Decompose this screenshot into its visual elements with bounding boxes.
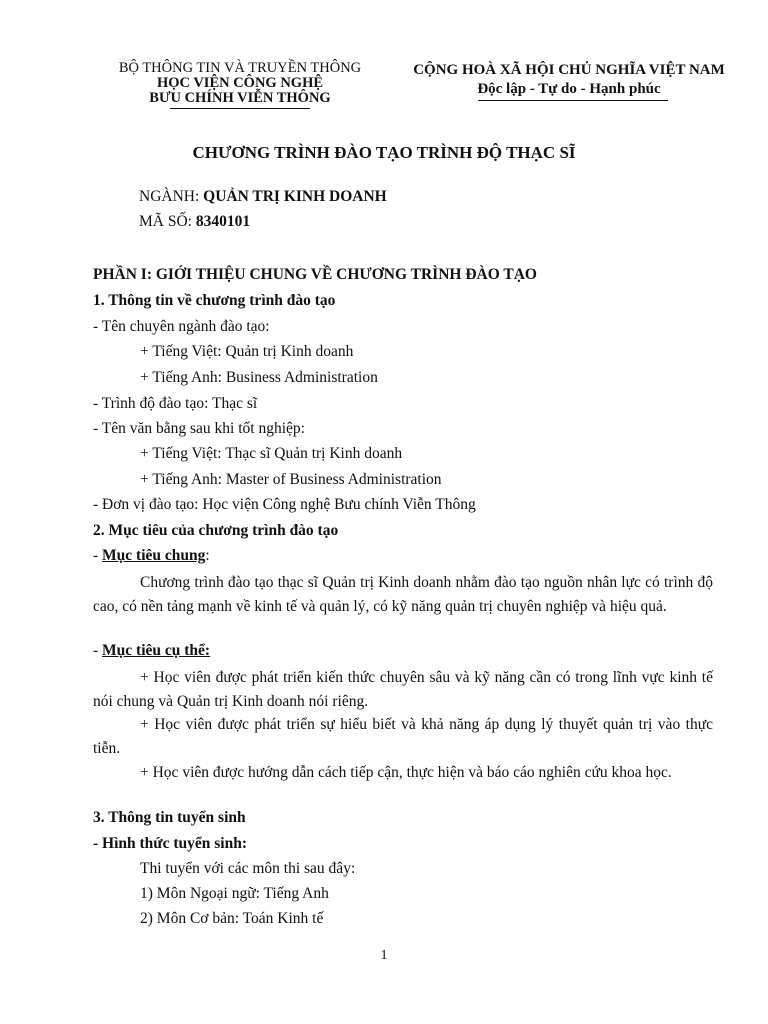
document-title: CHƯƠNG TRÌNH ĐÀO TẠO TRÌNH ĐỘ THẠC SĨ (192, 143, 576, 162)
general-dash: - (93, 547, 103, 564)
specific-objective-3: + Học viên được hướng dẫn cách tiếp cận, thực hiện và báo cáo nghiên cứu khoa học. (140, 764, 672, 781)
general-colon: : (205, 547, 210, 564)
header-left (110, 61, 370, 106)
code-value: 8340101 (195, 213, 251, 230)
s1-line7: + Tiếng Anh: Master of Business Administration (140, 471, 442, 488)
section2-heading: 2. Mục tiêu của chương trình đào tạo (93, 522, 339, 539)
major-line (139, 188, 387, 206)
s1-line5: - Tên văn bằng sau khi tốt nghiệp: (93, 420, 305, 437)
specific-label: Mục tiêu cụ thể: (102, 642, 211, 659)
major-label: NGÀNH: (139, 188, 204, 205)
header-left-rule (170, 108, 310, 109)
s1-line2: + Tiếng Việt: Quản trị Kinh doanh (140, 343, 354, 360)
s1-line6: + Tiếng Việt: Thạc sĩ Quản trị Kinh doanh (140, 445, 403, 462)
major-value: QUẢN TRỊ KINH DOANH (203, 188, 387, 205)
s1-line4: - Trình độ đào tạo: Thạc sĩ (93, 395, 258, 412)
part1-heading: PHẦN I: GIỚI THIỆU CHUNG VỀ CHƯƠNG TRÌNH ĐÀO TẠO (93, 266, 537, 283)
header-right (410, 61, 728, 99)
s1-line8: - Đơn vị đào tạo: Học viện Công nghệ Bưu chính Viễn Thông (93, 496, 476, 513)
page-number: 1 (380, 948, 388, 963)
specific-objective-label (93, 642, 210, 660)
s3-line1: Thi tuyển với các môn thi sau đây: (140, 860, 356, 877)
specific-objective-2: + Học viên được phát triển sự hiểu biết và khả năng áp dụng lý thuyết quản trị vào thực tiễn. (93, 716, 713, 757)
header-right-rule (478, 100, 668, 101)
general-objective-label (93, 547, 210, 565)
code-label: MÃ SỐ: (139, 213, 196, 230)
specific-objective-1: + Học viên được phát triển kiến thức chuyên sâu và kỹ năng cần có trong lĩnh vực kinh tế nói chung và Quản trị Kinh doanh nói riêng. (93, 669, 713, 710)
general-label: Mục tiêu chung (102, 547, 206, 564)
institute-name-line1: HỌC VIỆN CÔNG NGHỆ (156, 75, 324, 91)
ministry-name: BỘ THÔNG TIN VÀ TRUYỀN THÔNG (118, 60, 362, 76)
s1-line1: - Tên chuyên ngành đào tạo: (93, 318, 270, 335)
admission-form-label: - Hình thức tuyển sinh: (93, 835, 248, 852)
specific-dash: - (93, 642, 103, 659)
institute-name-line2: BƯU CHÍNH VIỄN THÔNG (149, 90, 331, 106)
code-line (139, 213, 250, 231)
section3-heading: 3. Thông tin tuyển sinh (93, 809, 246, 826)
country-name: CỘNG HOÀ XÃ HỘI CHỦ NGHĨA VIỆT NAM (413, 62, 725, 78)
section1-heading: 1. Thông tin về chương trình đào tạo (93, 292, 336, 309)
general-objective-text: Chương trình đào tạo thạc sĩ Quản trị Kinh doanh nhằm đào tạo nguồn nhân lực có trình độ cao, có nền tảng mạnh về kinh tế và quản lý, có kỹ năng quản trị chuyên nghiệp và hiệu quả. (93, 574, 713, 615)
s1-line3: + Tiếng Anh: Business Administration (140, 369, 378, 386)
s3-line3: 2) Môn Cơ bản: Toán Kinh tế (140, 910, 324, 927)
country-motto: Độc lập - Tự do - Hạnh phúc (477, 81, 661, 97)
s3-line2: 1) Môn Ngoại ngữ: Tiếng Anh (140, 885, 329, 902)
